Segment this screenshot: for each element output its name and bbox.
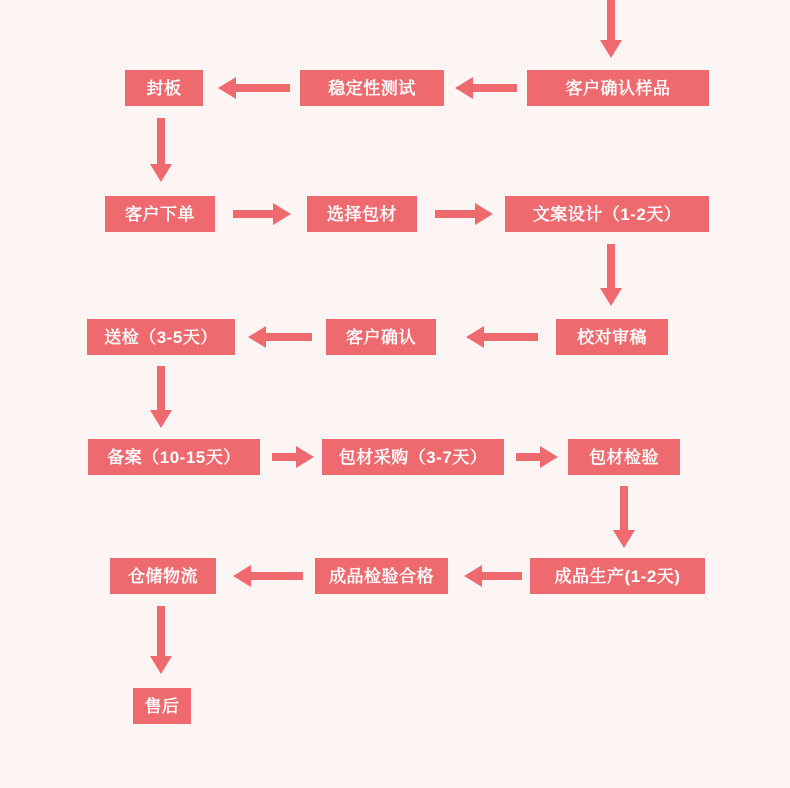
flow-node-n14[interactable]: 成品检验合格 <box>315 558 448 594</box>
arrow-down <box>607 486 641 548</box>
arrow-left <box>466 320 538 354</box>
flow-node-n12[interactable]: 包材检验 <box>568 439 680 475</box>
flow-node-n2[interactable]: 稳定性测试 <box>300 70 444 106</box>
flow-node-n15[interactable]: 仓储物流 <box>110 558 216 594</box>
arrow-down <box>144 606 178 674</box>
flow-node-n3[interactable]: 封板 <box>125 70 203 106</box>
flow-node-n5[interactable]: 选择包材 <box>307 196 417 232</box>
arrow-left <box>218 71 290 105</box>
arrow-right <box>233 197 291 231</box>
arrow-down <box>144 118 178 182</box>
arrow-left <box>455 71 517 105</box>
flow-node-n13[interactable]: 成品生产(1-2天) <box>530 558 705 594</box>
flow-node-n6[interactable]: 文案设计（1-2天） <box>505 196 709 232</box>
arrow-left <box>464 559 522 593</box>
flow-node-n11[interactable]: 包材采购（3-7天） <box>322 439 504 475</box>
arrow-down <box>594 0 628 58</box>
flow-node-n7[interactable]: 校对审稿 <box>556 319 668 355</box>
flow-node-n10[interactable]: 备案（10-15天） <box>88 439 260 475</box>
flow-node-n4[interactable]: 客户下单 <box>105 196 215 232</box>
flow-node-n1[interactable]: 客户确认样品 <box>527 70 709 106</box>
arrow-right <box>435 197 493 231</box>
arrow-left <box>248 320 312 354</box>
arrow-left <box>233 559 303 593</box>
flow-node-n16[interactable]: 售后 <box>133 688 191 724</box>
flow-node-n9[interactable]: 送检（3-5天） <box>87 319 235 355</box>
arrow-down <box>144 366 178 428</box>
arrow-down <box>594 244 628 306</box>
arrow-right <box>516 440 558 474</box>
flow-node-n8[interactable]: 客户确认 <box>326 319 436 355</box>
arrow-right <box>272 440 314 474</box>
